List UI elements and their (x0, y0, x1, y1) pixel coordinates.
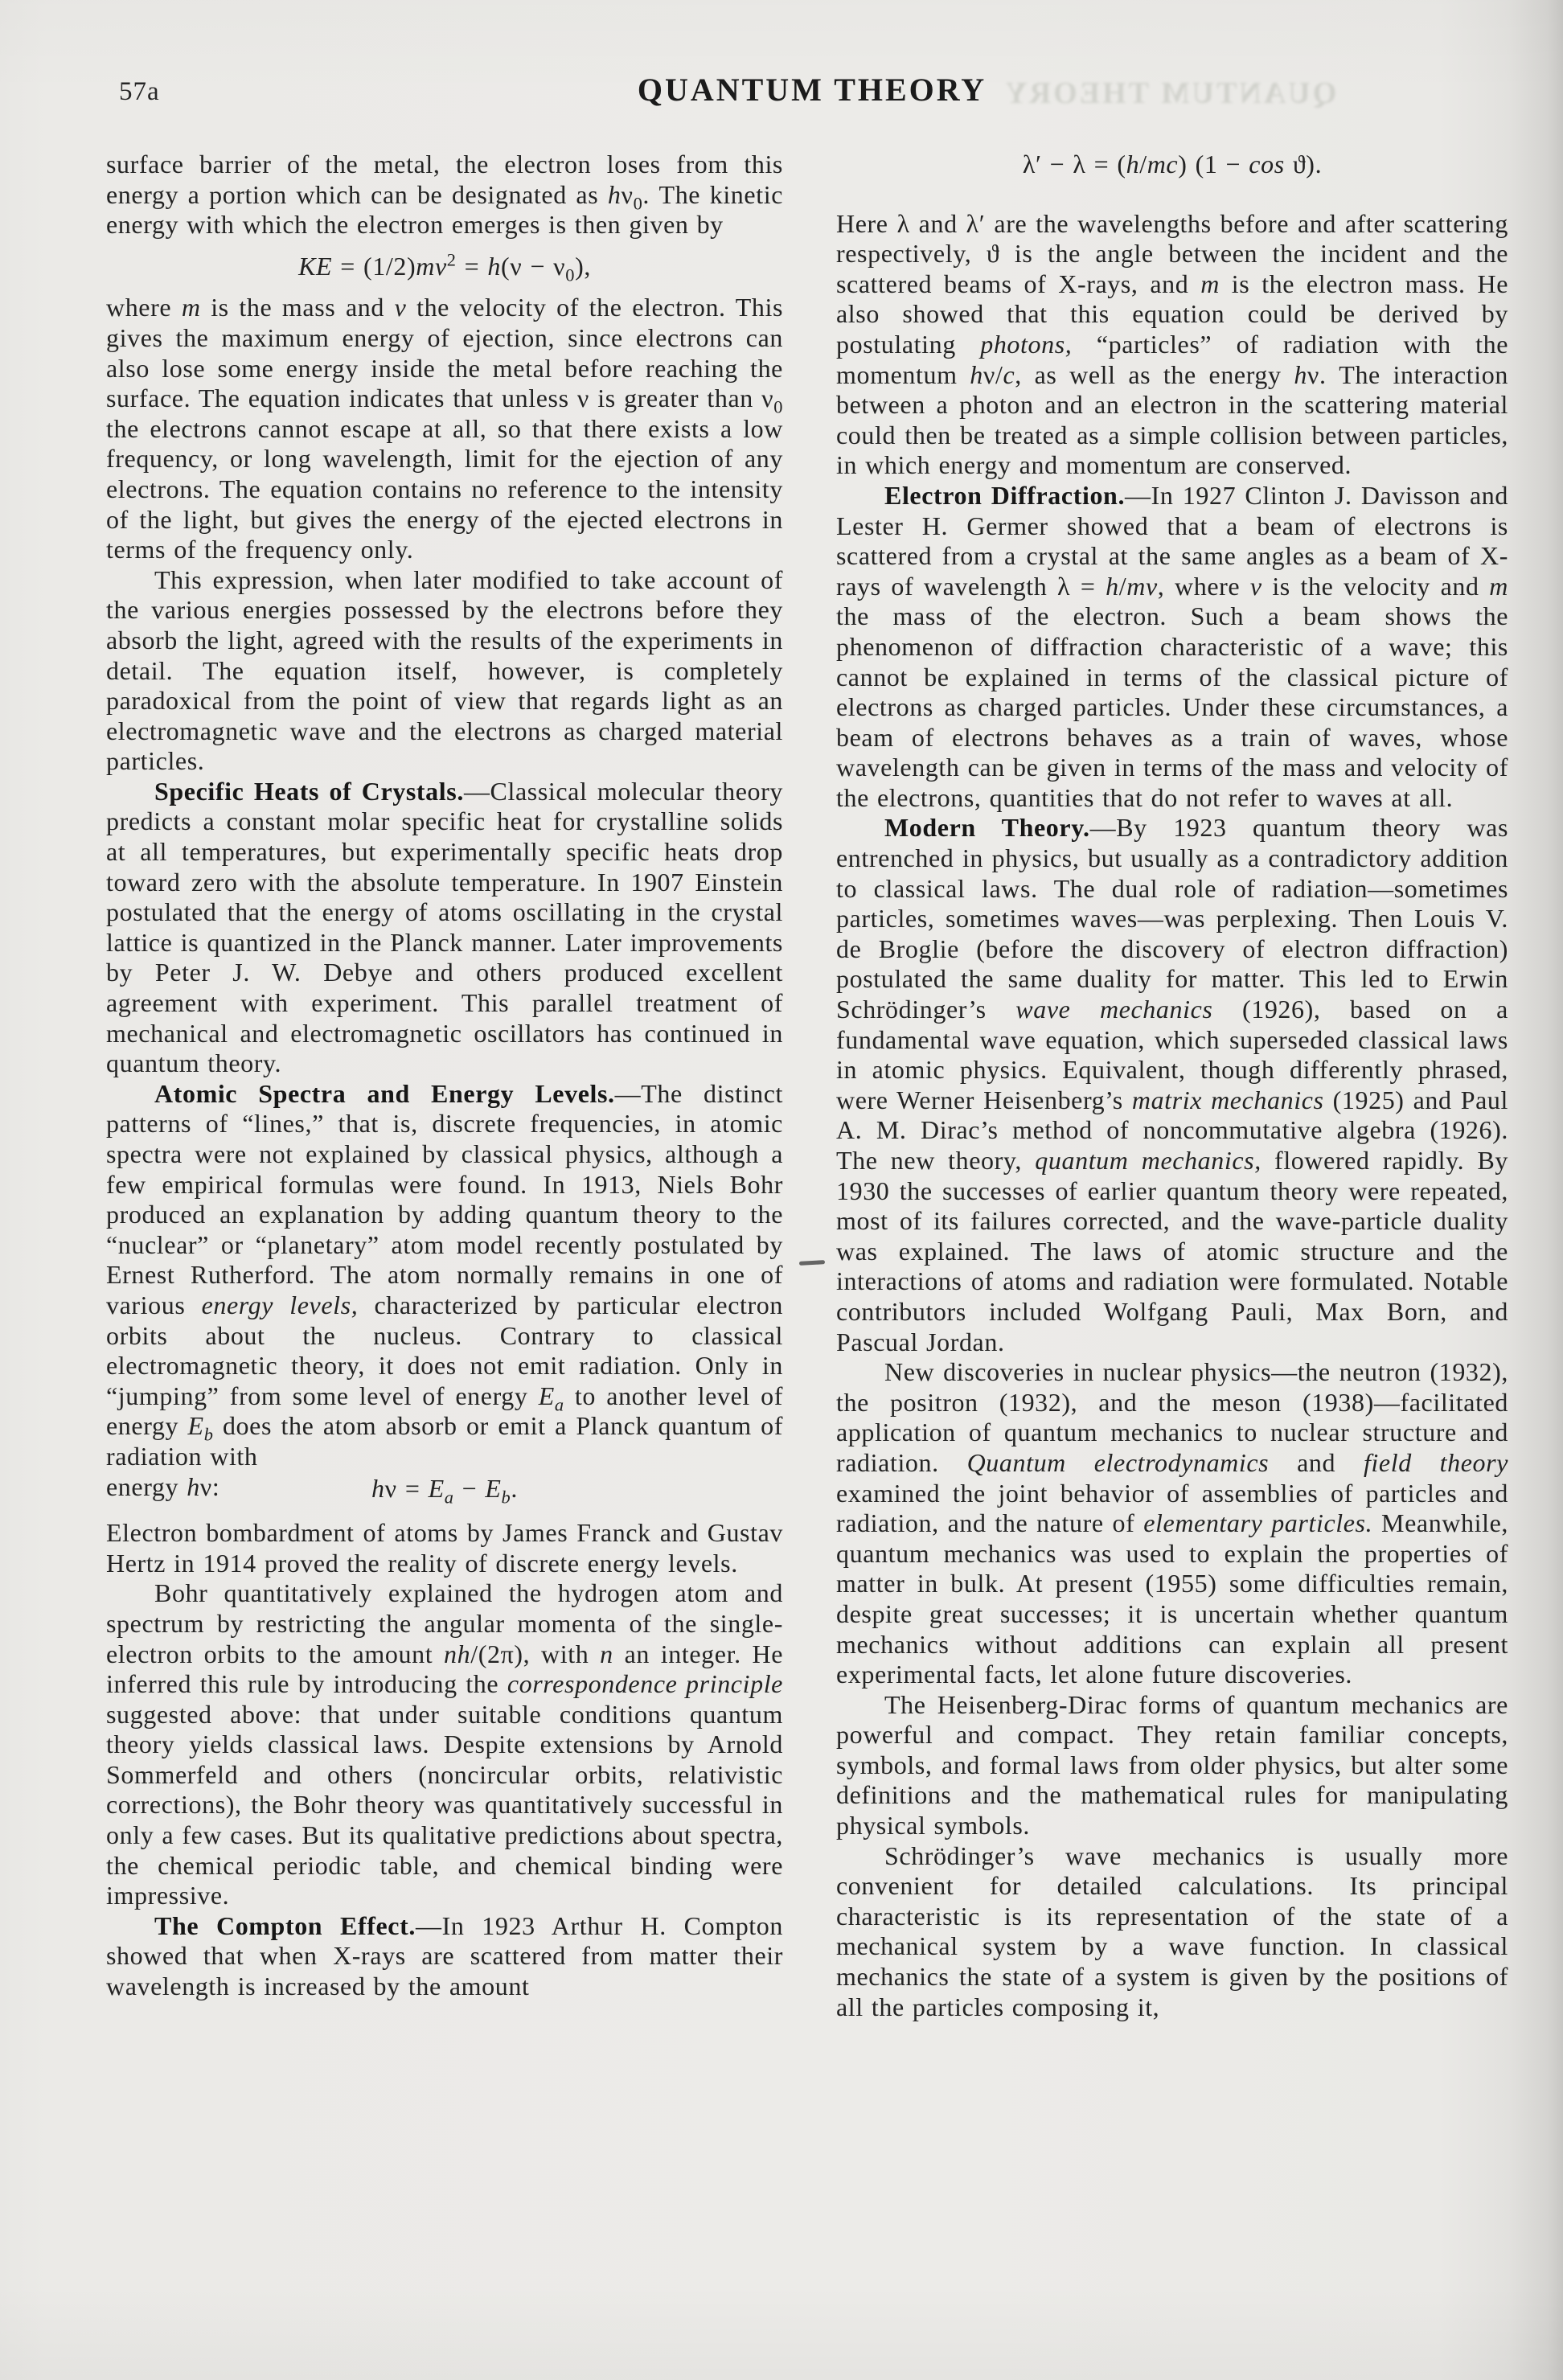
page-title: QUANTUM THEORY (637, 72, 987, 108)
paragraph-schrodinger-wave-mechanics: Schrödinger’s wave mechanics is usually more convenient for detailed calculations. Its principal characteristic is its representation of the state of a mechanical system by a wave function. In classical mechanics the state of a system is given by the positions of all the particles composing it, (836, 1840, 1508, 2021)
paragraph-electron-diffraction: Electron Diffraction.—In 1927 Clinton J. Davisson and Lester H. Germer showed that a beam of electrons is scattered from a crystal at the same angles as a beam of X-rays of wavelength λ = h/mv, where v is the velocity and m the mass of the electron. Such a beam shows the phenomenon of diffraction characteristic of a wave; this cannot be explained in terms of the classical picture of electrons as charged particles. Under these circumstances, a beam of electrons behaves as a train of waves, whose wavelength can be given in terms of the mass and velocity of the electrons, quantities that do not refer to waves at all. (836, 480, 1508, 812)
showthrough-ghost-title: QUANTUM THEORY (1003, 76, 1337, 110)
equation-kinetic-energy: KE = $(1/2)mv^2 = h(\nu - \nu_0)$, (298, 249, 591, 285)
paragraph-specific-heats-of-crystals: Specific Heats of Crystals.—Classical molecular theory predicts a constant molar specific heat for crystalline solids at all temperatures, but experimentally specific heats drop toward zero with the absolute temperature. In 1907 Einstein postulated that the energy of atoms oscillating in the crystal lattice is quantized in the Planck manner. Later improvements by Peter J. W. Debye and others produced excellent agreement with experiment. This parallel treatment of mechanical and electromagnetic oscillators has continued in quantum theory. (106, 776, 783, 1078)
left-column (106, 150, 783, 2002)
paragraph-atomic-spectra-energy-levels: Atomic Spectra and Energy Levels.—The distinct patterns of “lines,” that is, discrete frequencies, in atomic spectra were not explained by classical physics, although a few empirical formulas were found. In 1913, Niels Bohr produced an explanation by adding quantum theory to the “nuclear” or “planetary” atom model recently postulated by Ernest Rutherford. The atom normally remains in one of various energy levels, characterized by particular electron orbits about the nucleus. Contrary to classical electromagnetic theory, it does not emit radiation. Only in “jumping” from some level of energy $E_a$ to another level of energy $E_b$ does the atom absorb or emit a Planck quantum of radiation with (106, 1078, 783, 1471)
paragraph-compton-explanation: Here λ and λ′ are the wavelengths before and after scattering respectively, ϑ is the angle between the incident and the scattered beams of X-rays, and m is the electron mass. He also showed that this equation could be derived by postulating photons, “particles” of radiation with the momentum hν/c, as well as the energy hν. The interaction between a photon and an electron in the scattering material could then be treated as a simple collision between particles, in which energy and momentum are conserved. (836, 208, 1508, 480)
paragraph-heisenberg-dirac-forms: The Heisenberg-Dirac forms of quantum mechanics are powerful and compact. They retain familiar concepts, symbols, and formal laws from older physics, but alter some definitions and the mathematical rules for manipulating physical symbols. (836, 1689, 1508, 1840)
paragraph-bohr-hydrogen: Bohr quantitatively explained the hydrogen atom and spectrum by restricting the angular momenta of the single-electron orbits to the amount nh/(2π), with n an integer. He inferred this rule by introducing the correspondence principle suggested above: that under suitable conditions quantum theory yields classical laws. Despite extensions by Arnold Sommerfeld and others (noncircular orbits, relativistic corrections), the Bohr theory was quantitatively successful in only a few cases. But its qualitative predictions about spectra, the chemical periodic table, and chemical binding were impressive. (106, 1578, 784, 1910)
paragraph-compton-effect: The Compton Effect.—In 1923 Arthur H. Compton showed that when X-rays are scattered from matter their wavelength is increased by the amount (106, 1910, 783, 2001)
equation-energy-difference: $h\nu = E_a - E_b$. (371, 1473, 518, 1507)
equation-compton-wavelength-shift: λ′ − λ = (h/mc) (1 − cos ϑ). (1022, 150, 1323, 178)
paragraph-photoelectric-continuation: surface barrier of the metal, the electron loses from this energy a portion which can be designated as $h\nu_0$. The kinetic energy with which the electron emerges is then given by (106, 150, 783, 240)
paragraph-expression-modified: This expression, when later modified to take account of the various energies possessed by the electrons before they absorb the light, agreed with the results of the experiments in detail. The equation itself, however, is completely paradoxical from the point of view that regards light as an electromagnetic wave and the electrons as charged material particles. (106, 564, 783, 776)
paragraph-modern-theory: Modern Theory.—By 1923 quantum theory was entrenched in physics, but usually as a contradictory addition to classical laws. The dual role of radiation—sometimes particles, sometimes waves—was perplexing. Then Louis V. de Broglie (before the discovery of electron diffraction) postulated the same duality for matter. This led to Erwin Schrödinger’s wave mechanics (1926), based on a fundamental wave equation, which superseded classical laws in atomic physics. Equivalent, though differently phrased, were Werner Heisenberg’s matrix mechanics (1925) and Paul A. M. Dirac’s method of noncommutative algebra (1926). The new theory, quantum mechanics, flowered rapidly. By 1930 the successes of earlier quantum theory were repeated, most of its failures corrected, and the wave-particle duality was explained. The laws of atomic structure and the interactions of atoms and radiation were formulated. Notable contributors included Wolfgang Pauli, Max Born, and Pascual Jordan. (836, 813, 1508, 1356)
equation-label-energy-hv: energy hν: (106, 1471, 220, 1501)
equation-line-planck-quantum (106, 1471, 783, 1507)
paragraph-nuclear-discoveries: New discoveries in nuclear physics—the neutron (1932), the positron (1932), and the meson (1938)—facilitated application of quantum mechanics to nuclear structure and radiation. Quantum electrodynamics and field theory examined the joint behavior of assemblies of particles and radiation, and the nature of elementary particles. Meanwhile, quantum mechanics was used to explain the properties of matter in bulk. At present (1955) some difficulties remain, despite great successes; it is uncertain whether quantum mechanics without additions can explain all present experimental facts, let alone future discoveries. (836, 1357, 1508, 1689)
right-column (836, 150, 1508, 2022)
page-number: 57a (119, 77, 160, 106)
paragraph-photoelectric-discussion: where m is the mass and v the velocity of the electron. This gives the maximum energy of ejection, since electrons can also lose some energy inside the metal before reaching the surface. The equation indicates that unless ν is greater than $\nu_0$ the electrons cannot escape at all, so that there exists a low frequency, or long wavelength, limit for the ejection of any electrons. The equation contains no reference to the intensity of the light, but gives the energy of the ejected electrons in terms of the frequency only. (106, 293, 783, 564)
paragraph-franck-hertz: Electron bombardment of atoms by James Franck and Gustav Hertz in 1914 proved the reality of discrete energy levels. (106, 1518, 783, 1578)
print-artifact-dash (799, 1260, 825, 1266)
